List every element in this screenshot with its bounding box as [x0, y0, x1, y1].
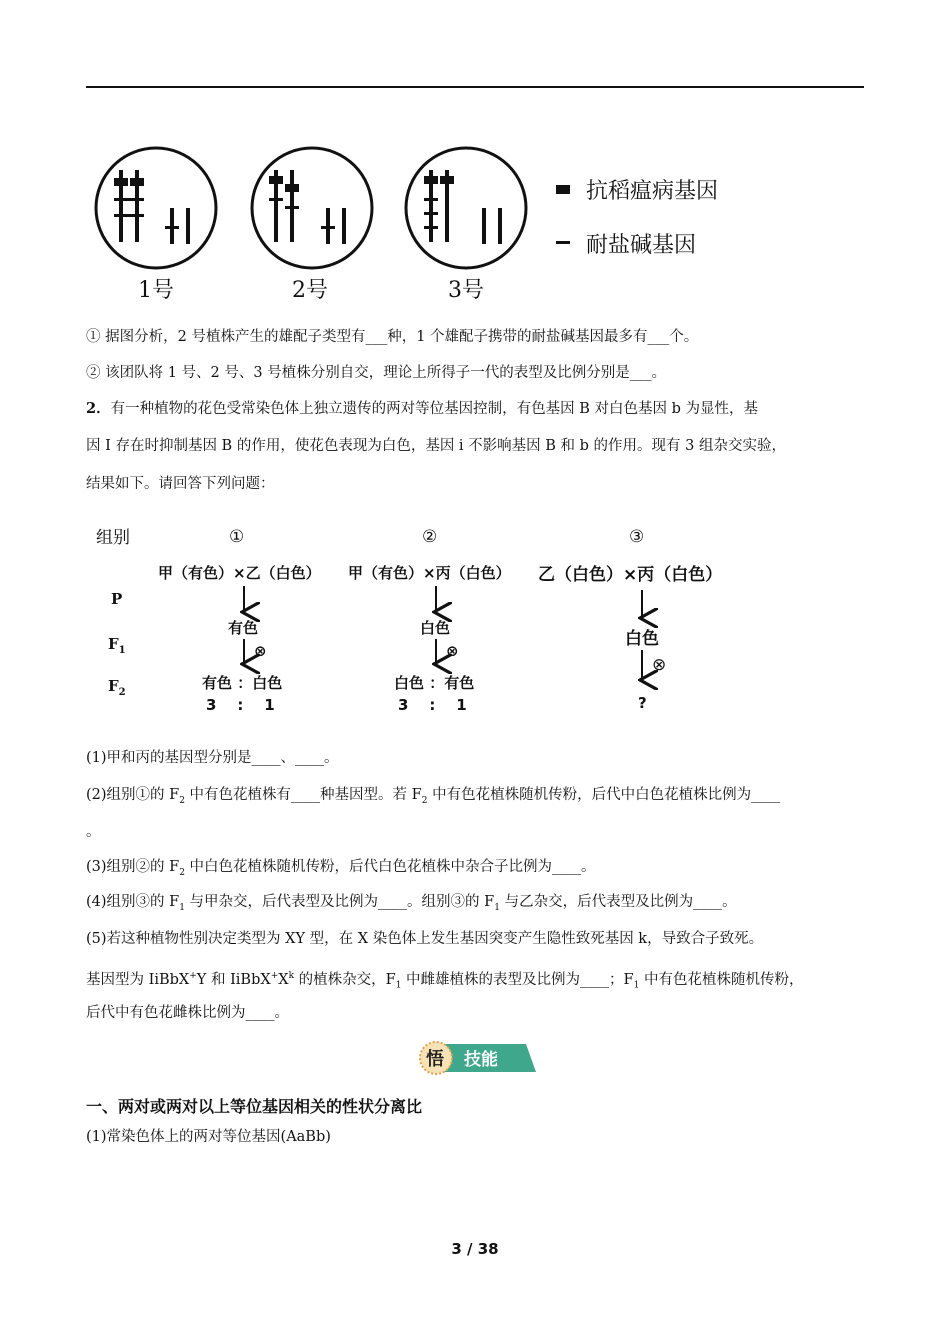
group-num-2: ②	[422, 527, 438, 547]
subq-2: (2)组别①的 $F_2$ 中有色花植株有____种基因型。若 $F_2$ 中有色花植株随机传粉，后代中白色花植株比例为____	[86, 787, 781, 806]
f2-pheno-2: 白色 ：有色	[394, 674, 475, 692]
question-1-1: ① 据图分析，2 号植株产生的雄配子类型有___种，1 个雄配子携带的耐盐碱基因最多有___个。	[86, 329, 699, 345]
group-header: 组别	[96, 528, 130, 548]
group-num-3: ③	[629, 527, 645, 547]
problem-2-line2: 因 I 存在时抑制基因 B 的作用，使花色表现为白色，基因 i 不影响基因 B 和 b 的作用。现有 3 组杂交实验，	[86, 438, 786, 454]
self-2: ⊗	[446, 642, 459, 660]
cell-1-label: 1号	[138, 278, 174, 303]
self-3: ⊗	[652, 655, 667, 675]
f1-1: 有色	[228, 619, 259, 637]
problem-2-line3: 结果如下。请回答下列问题：	[86, 476, 275, 492]
subq-3: (3)组别②的 $F_2$ 中白色花植株随机传粉，后代白色花植株中杂合子比例为____。	[86, 859, 596, 878]
f1-3: 白色	[625, 629, 659, 649]
subq-4: (4)组别③的 $F_1$ 与甲杂交，后代表型及比例为____。组别③的 $F_1$ 与乙杂交，后代表型及比例为____。	[86, 894, 737, 913]
f2-ratio-1: 3 : 1	[206, 696, 275, 714]
legend-resistance: 抗稻瘟病基因	[586, 179, 719, 204]
section-title: 一、两对或两对以上等位基因相关的性状分离比	[86, 1097, 423, 1116]
f1-2: 白色	[420, 619, 451, 637]
cell-2	[252, 148, 372, 268]
row-f1: $F_1$	[108, 635, 126, 656]
f2-ratio-2: 3 : 1	[398, 696, 467, 714]
legend-salt-swatch	[556, 241, 570, 244]
question-1-2: ② 该团队将 1 号、2 号、3 号植株分别自交，理论上所得子一代的表型及比例分别是___。	[86, 365, 666, 381]
cell-2-label: 2号	[292, 278, 328, 303]
subq-1: (1)甲和丙的基因型分别是____、____。	[86, 750, 339, 766]
cell-1	[96, 148, 216, 268]
group-num-1: ①	[229, 527, 245, 547]
section-item-1: (1)常染色体上的两对等位基因(AaBb)	[86, 1129, 331, 1145]
subq-5-line2: 基因型为 IiBbX+Y 和 $IiBbX^+X^k$ 的植株杂交，$F_1$ 中雌雄植株的表型及比例为____；$F_1$ 中有色花植株随机传粉，	[86, 971, 804, 991]
cross-1: 甲（有色）×乙（白色）	[158, 564, 321, 582]
row-p: P	[111, 590, 123, 608]
cross-3: 乙（白色）×丙（白色）	[538, 565, 723, 585]
header-rule	[86, 86, 864, 88]
row-f2: $F_2$	[108, 677, 126, 698]
problem-2-line1: 2．有一种植物的花色受常染色体上独立遗传的两对等位基因控制，有色基因 B 对白色基因 b 为显性，基	[86, 400, 758, 417]
cell-3	[406, 148, 526, 268]
f2-pheno-1: 有色 ：白色	[202, 674, 283, 692]
page-number: 3 / 38	[451, 1240, 499, 1258]
subq-5-line1: (5)若这种植物性别决定类型为 XY 型，在 X 染色体上发生基因突变产生隐性致死基因 k，导致合子致死。	[86, 931, 764, 947]
problem-number: 2．	[86, 400, 111, 417]
legend-resistance-swatch	[556, 185, 570, 194]
cross-experiment-figure	[86, 518, 766, 718]
f2-pheno-3: ?	[638, 694, 647, 712]
self-1: ⊗	[254, 642, 267, 660]
cross-2: 甲（有色）×丙（白色）	[348, 564, 511, 582]
cell-3-label: 3号	[448, 278, 484, 303]
badge-text: 技能	[464, 1050, 498, 1070]
badge-char: 悟	[426, 1049, 444, 1070]
legend-salt: 耐盐碱基因	[586, 233, 697, 258]
chromosome-figure	[86, 140, 786, 310]
subq-5-line3: 后代中有色花雌株比例为____。	[86, 1005, 289, 1021]
subq-2-end: 。	[86, 824, 101, 840]
skill-badge	[418, 1040, 538, 1076]
